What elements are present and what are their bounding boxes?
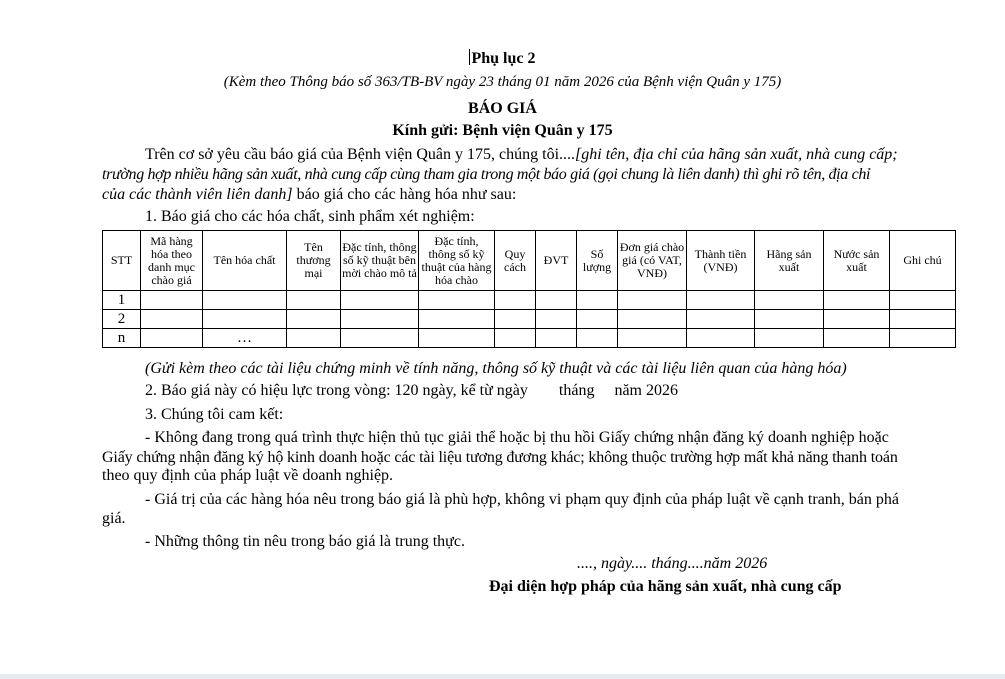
row-ten[interactable] [203, 291, 287, 310]
col-ten-hoa-chat: Tên hóa chất [203, 231, 287, 291]
section-2 [145, 381, 678, 401]
section-2-year: năm 2026 [614, 382, 678, 399]
intro-line-3 [102, 185, 516, 205]
row-ten[interactable] [203, 310, 287, 329]
row-stt[interactable]: n [103, 329, 141, 348]
commit-1-line-2: Giấy chứng nhận đăng ký hộ kinh doanh hoặc các tài liệu tương đương khác; không thuộc trường hợp mất khả năng thanh toán [102, 449, 898, 466]
attach-note: (Gửi kèm theo các tài liệu chứng minh về tính năng, thông số kỹ thuật và các tài liệu liên quan của hàng hóa) [145, 360, 847, 377]
section-1-title: 1. Báo giá cho các hóa chất, sinh phẩm xét nghiệm: [145, 208, 475, 225]
appendix-title [0, 49, 1005, 68]
commit-3: - Những thông tin nêu trong báo giá là trung thực. [145, 533, 465, 550]
col-nuoc-san-xuat: Nước sản xuất [824, 231, 890, 291]
intro-line-1-italic: [ghi tên, địa chỉ của hãng sản xuất, nhà cung cấp; [575, 146, 898, 163]
quote-table [102, 230, 956, 348]
col-so-luong: Số lượng [577, 231, 618, 291]
table-row [103, 310, 956, 329]
col-dac-tinh-chao: Đặc tính, thông số kỹ thuật của hàng hóa chào [419, 231, 495, 291]
table-row [103, 329, 956, 348]
commit-2-line-1: - Giá trị của các hàng hóa nêu trong báo giá là phù hợp, không vi phạm quy định của pháp luật về cạnh tranh, bán phá [145, 491, 900, 508]
intro-line-1-normal: Trên cơ sở yêu cầu báo giá của Bệnh viện Quân y 175, chúng tôi.... [145, 146, 576, 163]
recipient: Kính gửi: Bệnh viện Quân y 175 [392, 122, 613, 139]
intro-line-2: trường hợp nhiều hãng sản xuất, nhà cung cấp cùng tham gia trong một báo giá (gọi chung là liên danh) thì ghi rõ tên, địa chỉ [102, 166, 871, 183]
section-2-text: 2. Báo giá này có hiệu lực trong vòng: 120 ngày, kể từ ngày [145, 382, 528, 399]
table-header-row [103, 231, 956, 291]
commit-1-line-1: - Không đang trong quá trình thực hiện thủ tục giải thể hoặc bị thu hồi Giấy chứng nhận đăng ký doanh nghiệp hoặc [145, 429, 889, 446]
doc-title: BÁO GIÁ [468, 100, 537, 117]
col-dvt: ĐVT [536, 231, 577, 291]
subtitle: (Kèm theo Thông báo số 363/TB-BV ngày 23 tháng 01 năm 2026 của Bệnh viện Quân y 175) [223, 74, 782, 90]
col-hang-san-xuat: Hãng sản xuất [755, 231, 824, 291]
col-quy-cach: Quy cách [495, 231, 536, 291]
signature-representative: Đại diện hợp pháp của hãng sản xuất, nhà cung cấp [489, 578, 842, 595]
row-ten[interactable]: … [203, 329, 287, 348]
signature-date: ...., ngày.... tháng....năm 2026 [577, 555, 768, 572]
intro-line-3-italic: của các thành viên liên danh] [102, 186, 293, 203]
row-stt[interactable]: 1 [103, 291, 141, 310]
col-ten-thuong-mai: Tên thương mại [287, 231, 341, 291]
col-stt: STT [103, 231, 141, 291]
section-3-title: 3. Chúng tôi cam kết: [145, 406, 284, 423]
intro-line-1 [145, 145, 898, 165]
table-row [103, 291, 956, 310]
col-don-gia: Đơn giá chào giá (có VAT, VNĐ) [618, 231, 687, 291]
section-2-month: tháng [558, 382, 595, 399]
row-stt[interactable]: 2 [103, 310, 141, 329]
appendix-title-text: Phụ lục 2 [471, 50, 536, 67]
intro-line-3-normal: báo giá cho các hàng hóa như sau: [292, 186, 517, 203]
commit-2-line-2: giá. [102, 510, 126, 527]
col-thanh-tien: Thành tiền (VNĐ) [687, 231, 755, 291]
col-dac-tinh-moi: Đặc tính, thông số kỹ thuật bên mời chào mô tả [341, 231, 419, 291]
col-ghi-chu: Ghi chú [890, 231, 956, 291]
commit-1-line-3: theo quy định của pháp luật về doanh nghiệp. [102, 467, 394, 484]
window-bottom-bar [0, 674, 1005, 679]
col-ma-hang: Mã hàng hóa theo danh mục chào giá [141, 231, 203, 291]
